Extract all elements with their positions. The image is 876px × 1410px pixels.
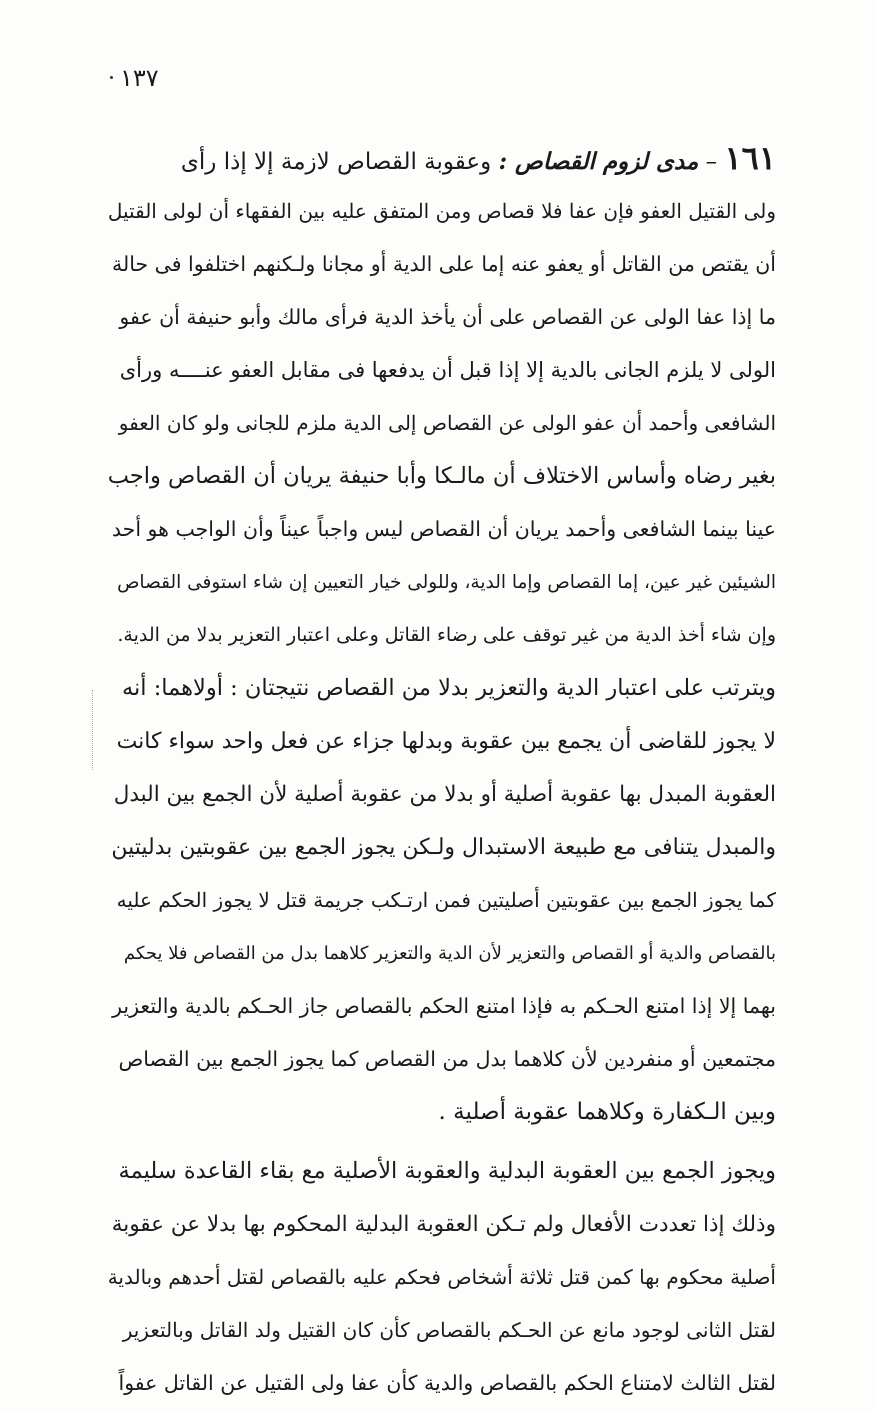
section-heading-rest: وعقوبة القصاص لازمة إلا إذا رأى [180, 149, 492, 175]
section-number: ١٦١ [724, 139, 776, 177]
text-line: وبين الـكفارة وكلاهما عقوبة أصلية . [438, 1099, 776, 1125]
text-line: ولى القتيل العفو فإن عفا فلا قصاص ومن المتفق عليه بين الفقهاء أن لولى القتيل [108, 199, 776, 223]
text-line: وإن شاء أخذ الدية من غير توقف على رضاء القاتل وعلى اعتبار التعزير بدلا من الدية. [117, 624, 776, 646]
text-line: ما إذا عفا الولى عن القصاص على أن يأخذ الدية فرأى مالك وأبو حنيفة أن عفو [119, 305, 776, 329]
section-dash: – [705, 149, 718, 175]
text-line: الولى لا يلزم الجانى بالدية إلا إذا قبل أن يدفعها فى مقابل العفو عنــــه ورأى [119, 358, 776, 382]
text-line: لقتل الثالث لامتناع الحكم بالقصاص والدية كأن عفا ولى القتيل عن القاتل عفواً [118, 1371, 776, 1395]
text-line: بغير رضاه وأساس الاختلاف أن مالـكا وأبا حنيفة يريان أن القصاص واجب [108, 463, 776, 489]
text-line: لا يجوز للقاضى أن يجمع بين عقوبة وبدلها جزاء عن فعل واحد سواء كانت [116, 729, 776, 754]
text-line: والمبدل يتنافى مع طبيعة الاستبدال ولـكن يجوز الجمع بين عقوبتين بدليتين [111, 835, 776, 860]
text-line: وذلك إذا تعددت الأفعال ولم تـكن العقوبة البدلية المحكوم بها بدلا عن عقوبة [111, 1212, 776, 1237]
text-line: بالقصاص والدية أو القصاص والتعزير لأن الدية والتعزير كلاهما بدل من القصاص فلا يحكم [123, 943, 776, 964]
page-mark [110, 76, 113, 79]
section-heading [108, 132, 776, 185]
section-title: مدى لزوم القصاص : [498, 148, 699, 175]
text-line: بهما إلا إذا امتنع الحـكم به فإذا امتنع الحكم بالقصاص جاز الحـكم بالدية والتعزير [112, 994, 776, 1018]
text-line: لقتل الثانى لوجود مانع عن الحـكم بالقصاص كأن كان القتيل ولد القاتل وبالتعزير [122, 1318, 776, 1342]
text-line: أن يقتص من القاتل أو يعفو عنه إما على الدية أو مجانا ولـكنهم اختلفوا فى حالة [111, 252, 776, 276]
text-line: ويترتب على اعتبار الدية والتعزير بدلا من القصاص نتيجتان : أولاهما: أنه [121, 675, 776, 701]
margin-mark [92, 690, 94, 770]
text-line: ويجوز الجمع بين العقوبة البدلية والعقوبة الأصلية مع بقاء القاعدة سليمة [118, 1158, 776, 1184]
text-line: أصلية محكوم بها كمن قتل ثلاثة أشخاص فحكم عليه بالقصاص لقتل أحدهم وبالدية [108, 1265, 776, 1289]
text-line: كما يجوز الجمع بين عقوبتين أصليتين فمن ارتـكب جريمة قتل لا يجوز الحكم عليه [116, 888, 776, 912]
text-line: عينا بينما الشافعى وأحمد يريان أن القصاص ليس واجباً عيناً وأن الواجب هو أحد [111, 517, 776, 541]
document-body [108, 132, 776, 1410]
text-line: مجتمعين أو منفردين لأن كلاهما بدل من القصاص كما يجوز الجمع بين القصاص [118, 1047, 776, 1071]
page-number: ١٣٧ [120, 64, 159, 92]
text-line: الشافعى وأحمد أن عفو الولى عن القصاص إلى الدية ملزم للجانى ولو كان العفو [118, 411, 776, 435]
text-line: الشيئين غير عين، إما القصاص وإما الدية، وللولى خيار التعيين إن شاء استوفى القصاص [117, 572, 776, 593]
text-line: العقوبة المبدل بها عقوبة أصلية أو بدلا من عقوبة أصلية لأن الجمع بين البدل [113, 782, 776, 807]
